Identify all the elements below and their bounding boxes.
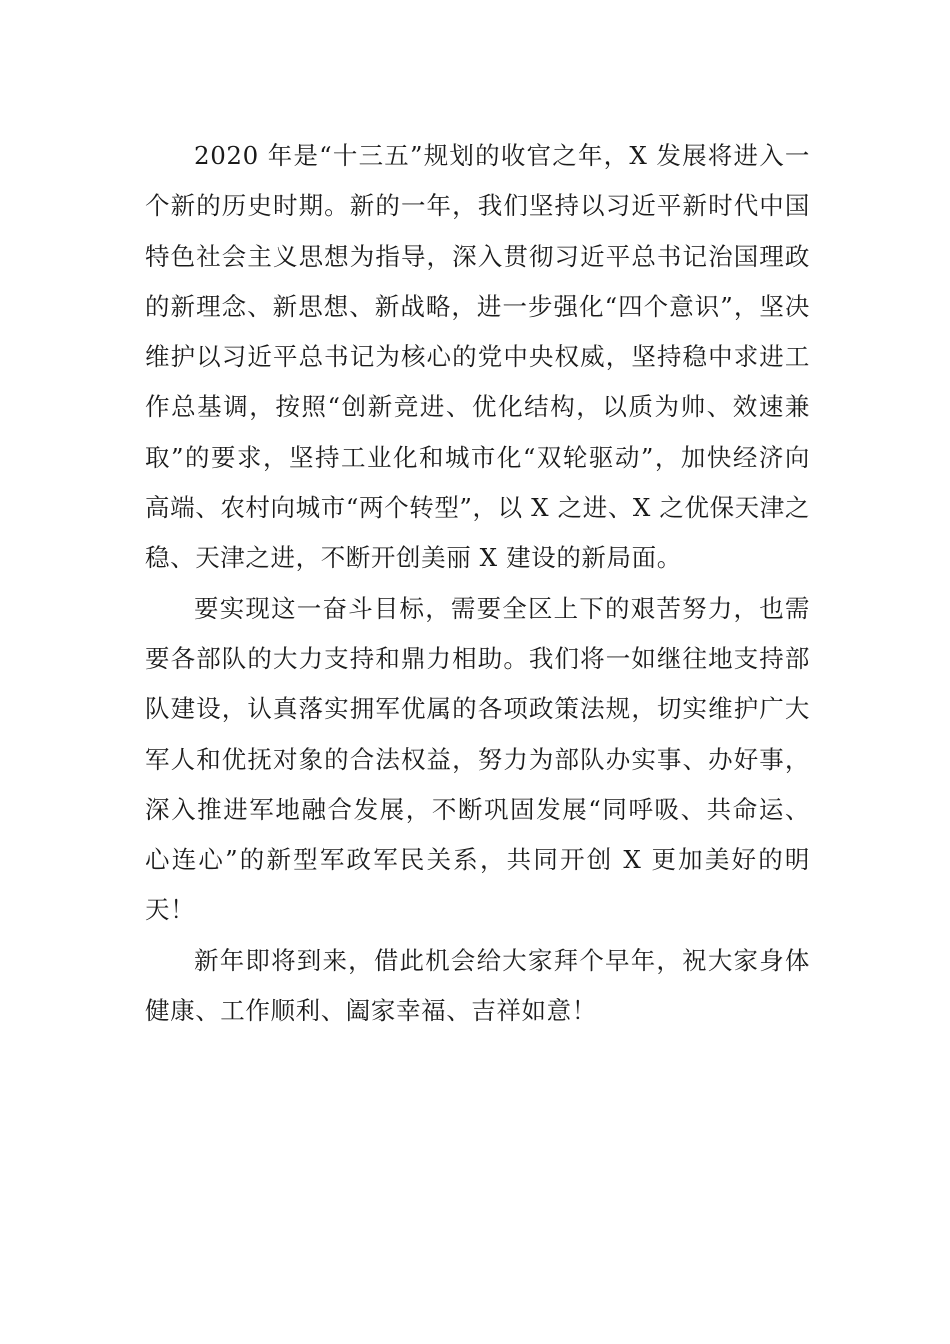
paragraph-3: 新年即将到来，借此机会给大家拜个早年，祝大家身体健康、工作顺利、阖家幸福、吉祥如意！ [145, 945, 810, 1026]
paragraph-2: 要实现这一奋斗目标，需要全区上下的艰苦努力，也需要各部队的大力支持和鼎力相助。我们将一如继往地支持部队建设，认真落实拥军优属的各项政策法规，切实维护广大军人和优抚对象的合法权益，努力为部队办实事、办好事，深入推进军地融合发展，不断巩固发展“同呼吸、共命运、心连心”的新型军政军民关系，共同开创 X 更加美好的明天！ [145, 593, 810, 925]
document-body [145, 131, 810, 1036]
paragraph-1: 2020 年是“十三五”规划的收官之年，X 发展将进入一个新的历史时期。新的一年，我们坚持以习近平新时代中国特色社会主义思想为指导，深入贯彻习近平总书记治国理政的新理念、新思想、新战略，进一步强化“四个意识”，坚决维护以习近平总书记为核心的党中央权威，坚持稳中求进工作总基调，按照“创新竞进、优化结构，以质为帅、效速兼取”的要求，坚持工业化和城市化“双轮驱动”，加快经济向高端、农村向城市“两个转型”，以 X 之进、X 之优保天津之稳、天津之进，不断开创美丽 X 建设的新局面。 [145, 141, 810, 573]
